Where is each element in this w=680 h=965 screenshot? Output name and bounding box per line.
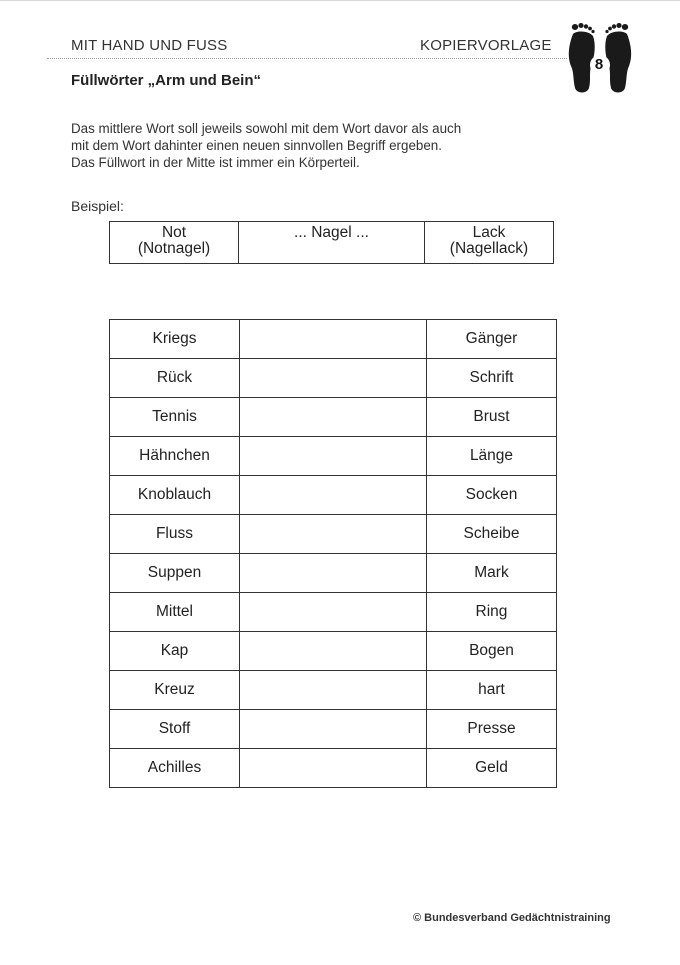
- table-row: [110, 515, 557, 554]
- left-word-cell: Kriegs: [110, 320, 240, 359]
- answer-cell[interactable]: [240, 320, 427, 359]
- instruction-line: mit dem Wort dahinter einen neuen sinnvollen Begriff ergeben.: [71, 138, 442, 153]
- right-word-cell: Länge: [427, 437, 557, 476]
- answer-cell[interactable]: [240, 398, 427, 437]
- example-left-compound: (Notnagel): [137, 240, 211, 257]
- example-right-compound: (Nagellack): [449, 240, 529, 257]
- right-word-cell: Mark: [427, 554, 557, 593]
- answer-cell[interactable]: [240, 359, 427, 398]
- answer-cell[interactable]: [240, 593, 427, 632]
- instructions: [71, 120, 541, 171]
- left-word-cell: Kap: [110, 632, 240, 671]
- example-right-word: Lack: [472, 224, 506, 241]
- left-word-cell: Stoff: [110, 710, 240, 749]
- right-word-cell: Brust: [427, 398, 557, 437]
- left-word-cell: Kreuz: [110, 671, 240, 710]
- right-word-cell: Scheibe: [427, 515, 557, 554]
- right-word-cell: hart: [427, 671, 557, 710]
- left-word-cell: Suppen: [110, 554, 240, 593]
- top-rule: [0, 0, 680, 6]
- table-row: [110, 437, 557, 476]
- exercise-table: [109, 319, 557, 788]
- answer-cell[interactable]: [240, 671, 427, 710]
- answer-cell[interactable]: [240, 515, 427, 554]
- header-series-title: MIT HAND UND FUSS: [71, 37, 228, 54]
- instruction-line: Das mittlere Wort soll jeweils sowohl mit dem Wort davor als auch: [71, 121, 462, 136]
- right-word-cell: Gänger: [427, 320, 557, 359]
- table-row: [110, 320, 557, 359]
- answer-cell[interactable]: [240, 476, 427, 515]
- table-row: [110, 476, 557, 515]
- left-word-cell: Mittel: [110, 593, 240, 632]
- left-word-cell: Knoblauch: [110, 476, 240, 515]
- table-row: [110, 554, 557, 593]
- example-table: [109, 221, 554, 264]
- table-row: [110, 359, 557, 398]
- answer-cell[interactable]: [240, 632, 427, 671]
- right-word-cell: Socken: [427, 476, 557, 515]
- right-word-cell: Geld: [427, 749, 557, 788]
- table-row: [110, 749, 557, 788]
- example-row: [110, 222, 554, 264]
- example-left-word: Not: [161, 224, 187, 241]
- left-word-cell: Hähnchen: [110, 437, 240, 476]
- example-middle-cell: [239, 222, 425, 264]
- table-row: [110, 632, 557, 671]
- answer-cell[interactable]: [240, 437, 427, 476]
- right-word-cell: Bogen: [427, 632, 557, 671]
- example-label: Beispiel:: [71, 198, 124, 214]
- answer-cell[interactable]: [240, 749, 427, 788]
- answer-cell[interactable]: [240, 554, 427, 593]
- copyright-footer: © Bundesverband Gedächtnistraining: [413, 912, 611, 924]
- instruction-line: Das Füllwort in der Mitte ist immer ein Körperteil.: [71, 155, 360, 170]
- header-copy-template-label: KOPIERVORLAGE: [420, 37, 552, 54]
- table-row: [110, 671, 557, 710]
- table-row: [110, 710, 557, 749]
- table-row: [110, 398, 557, 437]
- answer-cell[interactable]: [240, 710, 427, 749]
- header-dotted-divider: [47, 58, 567, 59]
- table-row: [110, 593, 557, 632]
- example-right-cell: [425, 222, 554, 264]
- right-word-cell: Ring: [427, 593, 557, 632]
- example-left-cell: [110, 222, 239, 264]
- left-word-cell: Achilles: [110, 749, 240, 788]
- example-middle-word: ... Nagel ...: [294, 224, 369, 241]
- page-number: 8: [594, 56, 604, 73]
- left-word-cell: Fluss: [110, 515, 240, 554]
- worksheet-title: Füllwörter „Arm und Bein“: [71, 72, 262, 89]
- right-word-cell: Presse: [427, 710, 557, 749]
- left-word-cell: Rück: [110, 359, 240, 398]
- right-word-cell: Schrift: [427, 359, 557, 398]
- left-word-cell: Tennis: [110, 398, 240, 437]
